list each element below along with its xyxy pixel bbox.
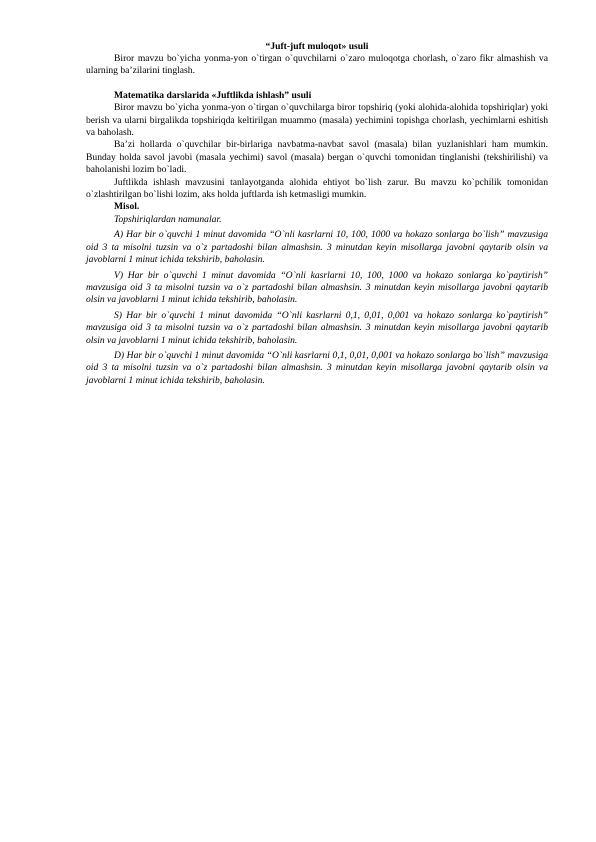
section-heading: Matematika darslarida «Juftlikda ishlash” usuli	[114, 89, 312, 101]
task-v: V) Har bir o`quvchi 1 minut davomida “O`nli kasrlarni 10, 100, 1000 va hokazo sonlarga ko`paytirish” mavzusiga oid 3 ta misolni tuzsin va o`z partadoshi bilan almashsin. 3 minutdan keyin misollarga javobni qaytarib olsin va javoblarni 1 minut ichida tekshirib, baholasin.	[86, 269, 548, 306]
paragraph-1: Biror mavzu bo`yicha yonma-yon o`tirgan o`quvchilarga biror topshiriq (yoki alohida-alohida topshiriqlar) yoki berish va ularni birgalikda topshiriqda keltirilgan muammo (masala) yechimini topishga chorlash, yechimlarni eshitish va baholash.	[86, 102, 548, 139]
task-a: A) Har bir o`quvchi 1 minut davomida “O`nli kasrlarni 10, 100, 1000 va hokazo sonlarga bo`lish” mavzusiga oid 3 ta misolni tuzsin va o`z partadoshi bilan almashsin. 3 minutdan keyin misollarga javobni qaytarib olsin va javoblarni 1 minut ichida tekshirib, baholasin.	[86, 229, 548, 266]
task-s: S) Har bir o`quvchi 1 minut davomida “O`nli kasrlarni 0,1, 0,01, 0,001 va hokazo sonlarga ko`paytirish” mavzusiga oid 3 ta misolni tuzsin va o`z partadoshi bilan almashsin. 3 minutdan keyin misollarga javobni qaytarib olsin va javoblarni 1 minut ichida tekshirib, baholasin.	[86, 309, 548, 346]
spacer	[86, 78, 548, 90]
document-title: “Juft-juft muloqot» usuli	[265, 41, 369, 52]
intro-paragraph: Biror mavzu bo`yicha yonma-yon o`tirgan o`quvchilarni o`zaro muloqotga chorlash, o`zaro fikr almashish va ularning ba’zilarini tinglash.	[86, 53, 548, 77]
paragraph-3: Juftlikda ishlash mavzusini tanlayotganda alohida ehtiyot bo`lish zarur. Bu mavzu ko`pchilik tomonidan o`zlashtirilgan bo`lishi lozim, aks holda juftlarda ish ketmasligi mumkin.	[86, 176, 548, 201]
paragraph-2: Ba’zi hollarda o`quvchilar bir-birlariga navbatma-navbat savol (masala) bilan yuzlanishlari ham mumkin. Bunday holda savol javobi (masala yechimi) savol (masala) bergan o`quvchi tomonidan tinglanishi (tekshirilishi) va baholanishi lozim bo`ladi.	[86, 139, 548, 176]
task-d: D) Har bir o`quvchi 1 minut davomida “O`nli kasrlarni 0,1, 0,01, 0,001 va hokazo sonlarga bo`lish” mavzusiga oid 3 ta misolni tuzsin va o`z partadoshi bilan almashsin. 3 minutdan keyin misollarga javobni qaytarib olsin va javoblarni 1 minut ichida tekshirib, baholasin.	[86, 349, 548, 386]
example-heading: Misol.	[114, 201, 140, 213]
samples-label: Topshiriqlardan namunalar.	[114, 213, 222, 225]
